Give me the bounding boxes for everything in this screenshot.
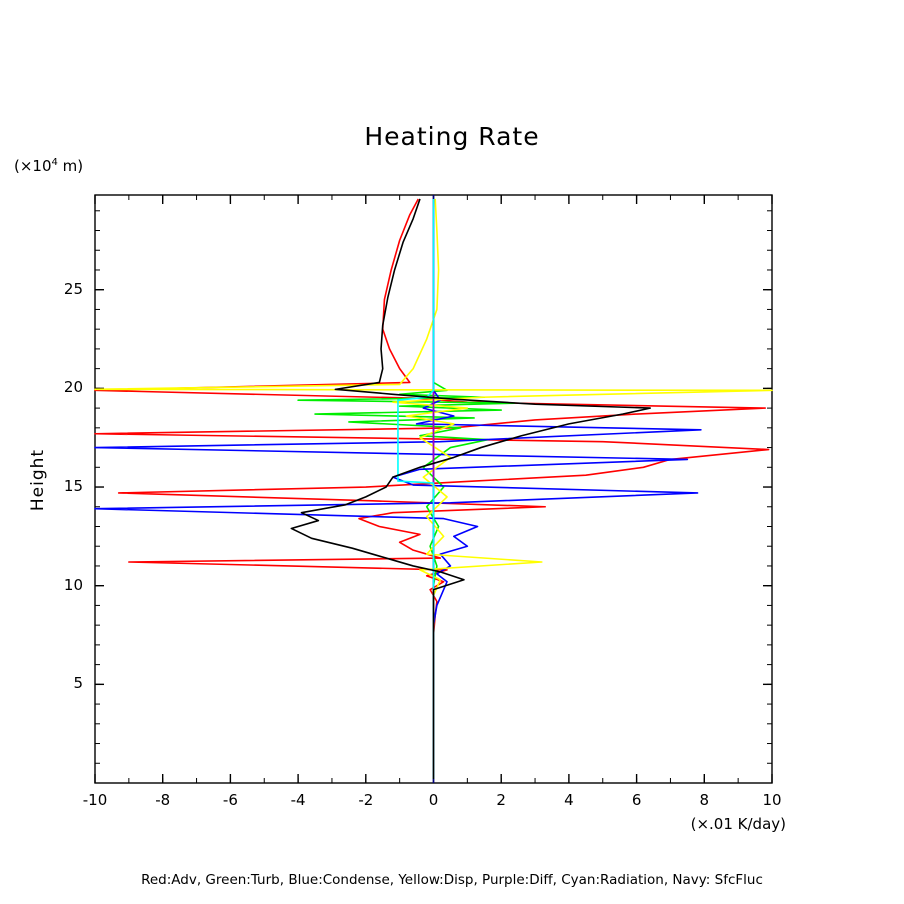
- y-tick-label: 10: [63, 575, 83, 594]
- page-title: Heating Rate: [364, 122, 540, 151]
- series-line-condense: [95, 199, 701, 779]
- x-tick-label: 0: [428, 791, 439, 809]
- x-tick-label: 6: [631, 791, 642, 809]
- x-tick-label: 4: [564, 791, 574, 809]
- series-line-radiation: [398, 199, 434, 779]
- x-tick-label: 8: [699, 791, 710, 809]
- x-tick-label: -2: [358, 791, 374, 809]
- series-line-adv: [95, 199, 769, 779]
- y-tick-label: 25: [63, 279, 83, 298]
- y-tick-label: 20: [63, 378, 83, 397]
- x-tick-label: -4: [290, 791, 306, 809]
- x-tick-label: -10: [82, 791, 108, 809]
- y-tick-label: 15: [63, 477, 83, 496]
- series-line-turb: [298, 199, 515, 779]
- x-tick-label: 2: [496, 791, 506, 809]
- legend: Red:Adv, Green:Turb, Blue:Condense, Yellow:Disp, Purple:Diff, Cyan:Radiation, Navy: SfcFluc: [141, 872, 763, 888]
- x-axis-title: (×.01 K/day): [690, 815, 786, 833]
- y-tick-label: 5: [73, 674, 83, 693]
- series-line-sfcfluc: [291, 199, 650, 779]
- y-axis-title: Height: [28, 448, 48, 512]
- x-tick-label: -8: [155, 791, 171, 809]
- y-axis-unit-label: ($\times 10^4$ m): [14, 157, 84, 175]
- x-tick-label: 10: [762, 791, 782, 809]
- x-tick-label: -6: [222, 791, 238, 809]
